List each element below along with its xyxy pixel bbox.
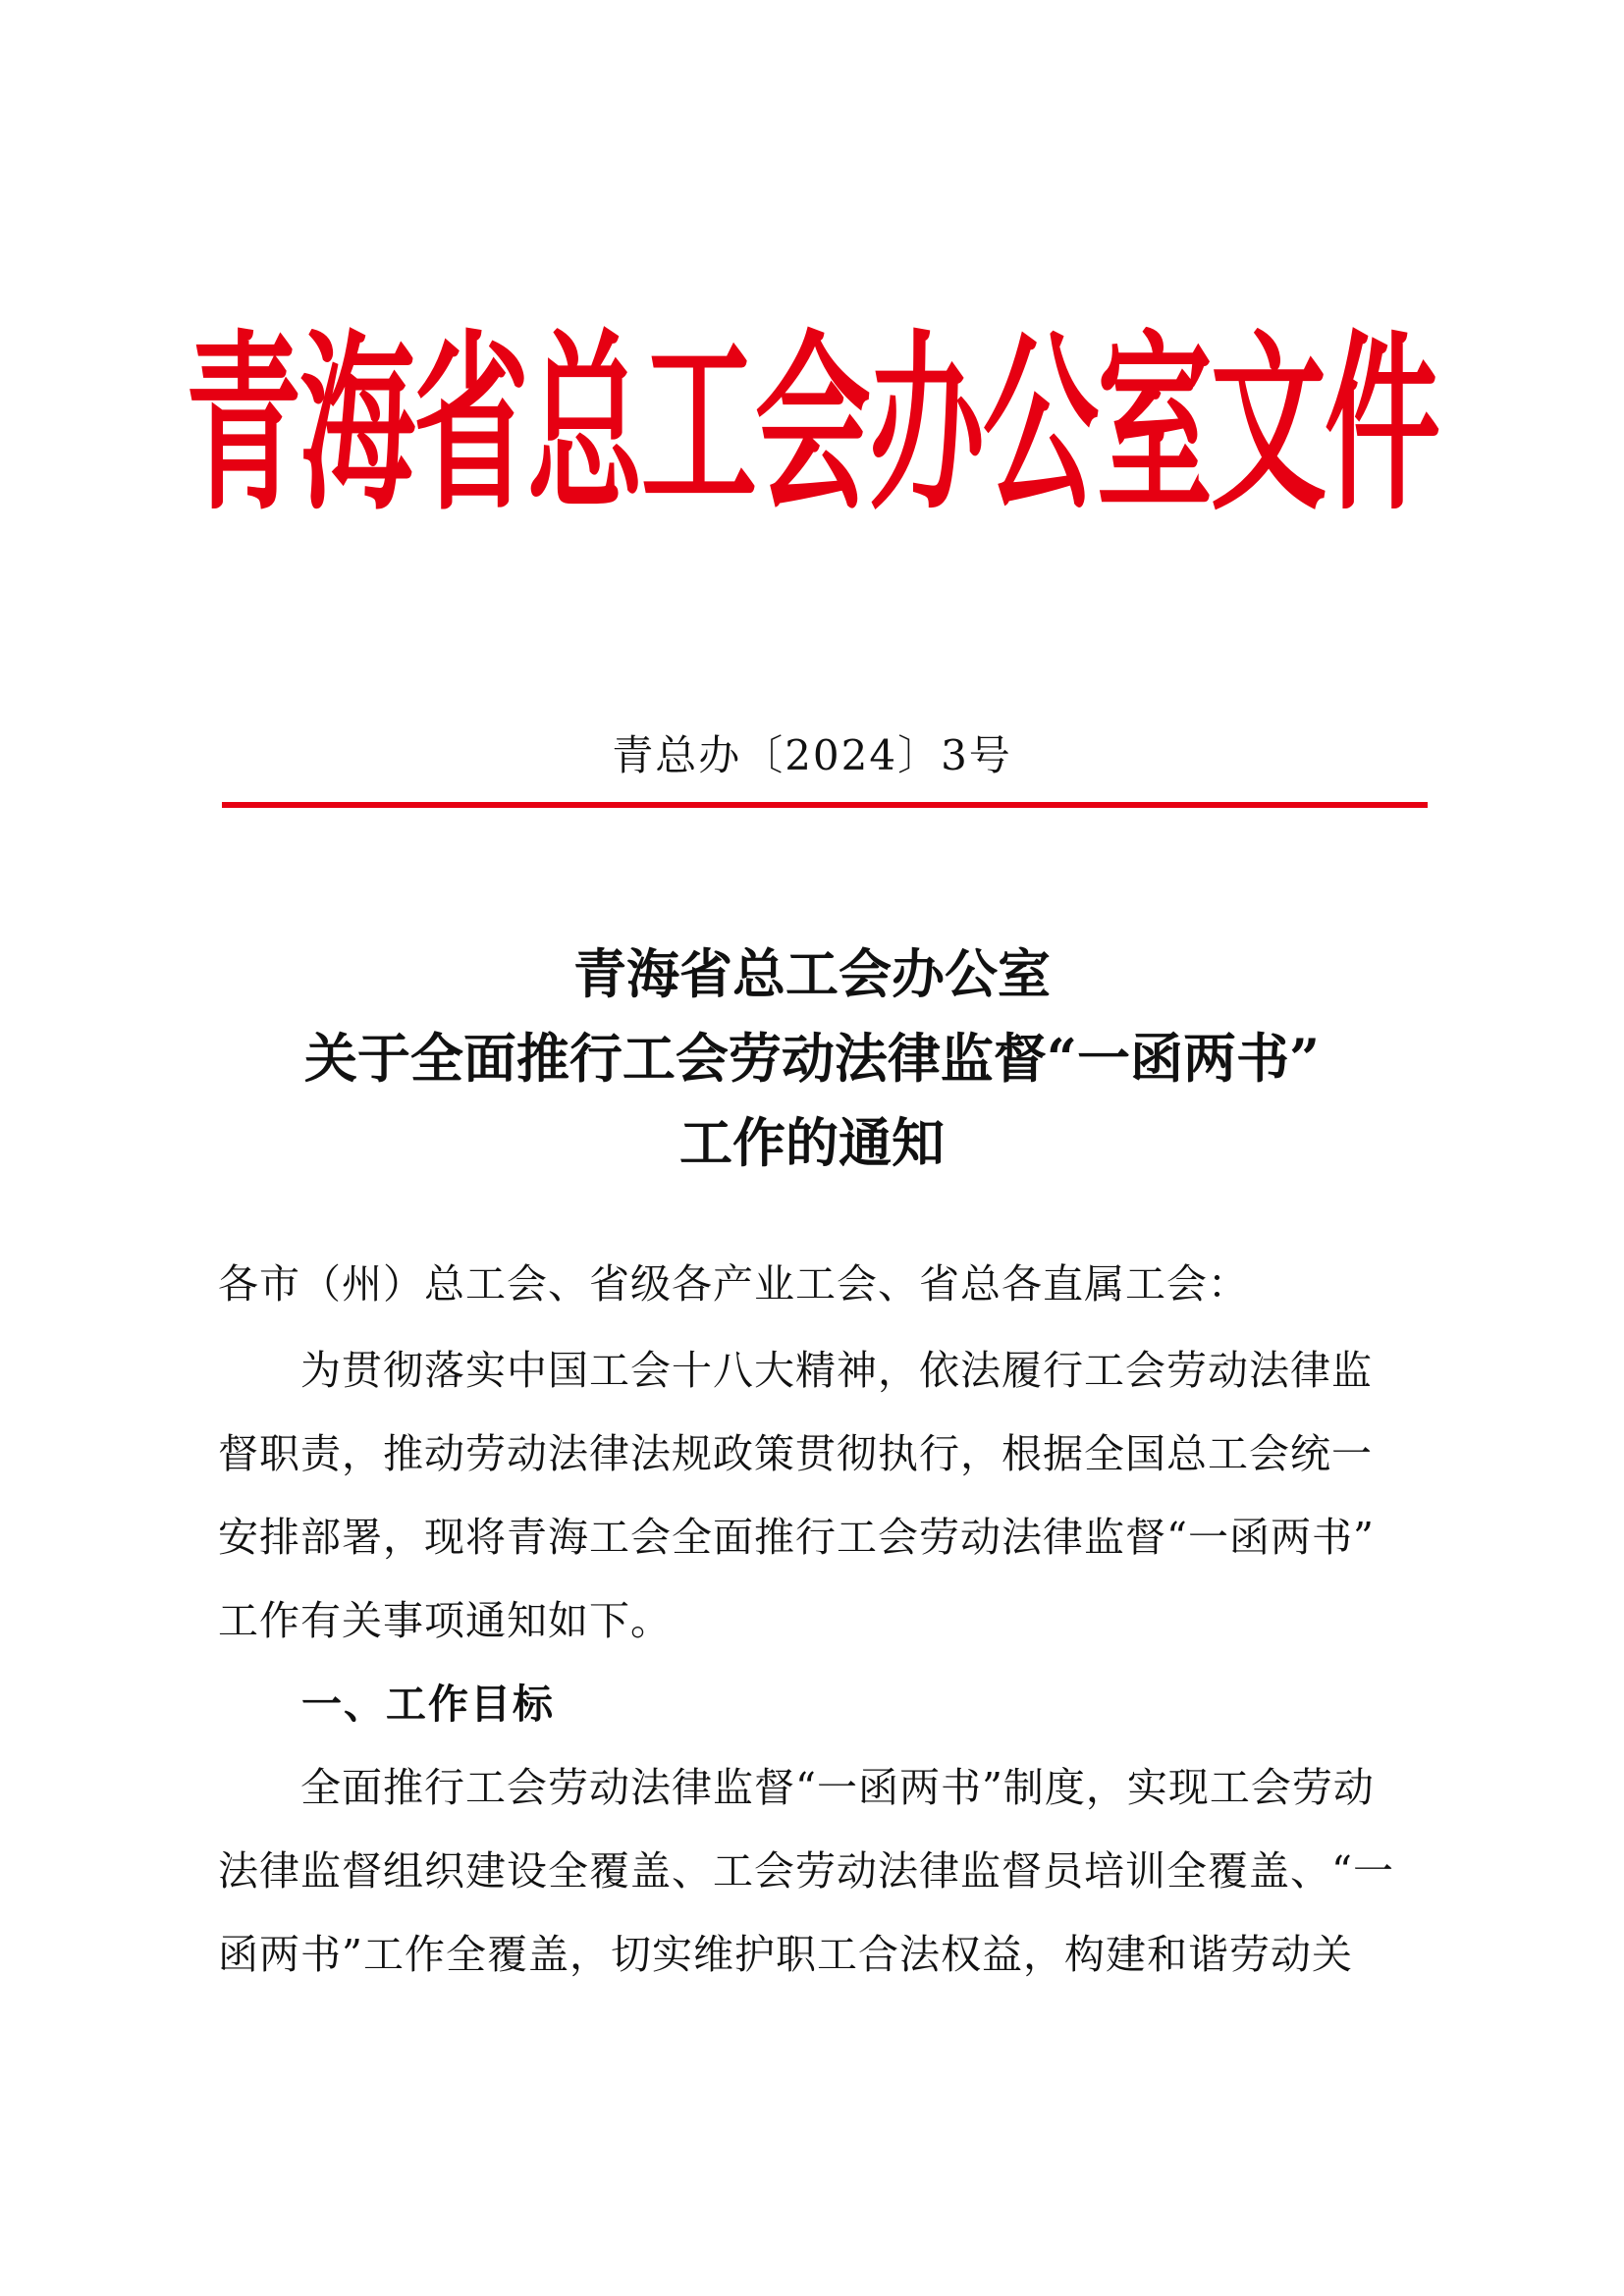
salutation: 各市（州）总工会、省级各产业工会、省总各直属工会： bbox=[218, 1260, 1249, 1308]
intro-line: 安排部署，现将青海工会全面推行工会劳动法律监督“一函两书” bbox=[218, 1514, 1375, 1561]
intro-line: 督职责，推动劳动法律法规政策贯彻执行，根据全国总工会统一 bbox=[218, 1430, 1373, 1477]
section-line: 函两书”工作全覆盖，切实维护职工合法权益，构建和谐劳动关 bbox=[218, 1931, 1353, 1978]
section-line: 全面推行工会劳动法律监督“一函两书”制度，实现工会劳动 bbox=[218, 1764, 1375, 1811]
section-heading: 一、工作目标 bbox=[301, 1681, 555, 1728]
document-title-line-3: 工作的通知 bbox=[679, 1111, 945, 1174]
section-line: 法律监督组织建设全覆盖、工会劳动法律监督员培训全覆盖、“一 bbox=[218, 1847, 1394, 1895]
document-number: 青总办〔2024〕3号 bbox=[612, 731, 1012, 779]
document-title-line-1: 青海省总工会办公室 bbox=[573, 942, 1051, 1005]
document-title-line-2: 关于全面推行工会劳动法律监督“一函两书” bbox=[303, 1027, 1321, 1090]
intro-line: 工作有关事项通知如下。 bbox=[218, 1597, 672, 1644]
red-divider-line bbox=[222, 802, 1428, 808]
masthead-title: 青海省总工会办公室文件 bbox=[185, 312, 1438, 537]
intro-line: 为贯彻落实中国工会十八大精神，依法履行工会劳动法律监 bbox=[218, 1347, 1373, 1394]
